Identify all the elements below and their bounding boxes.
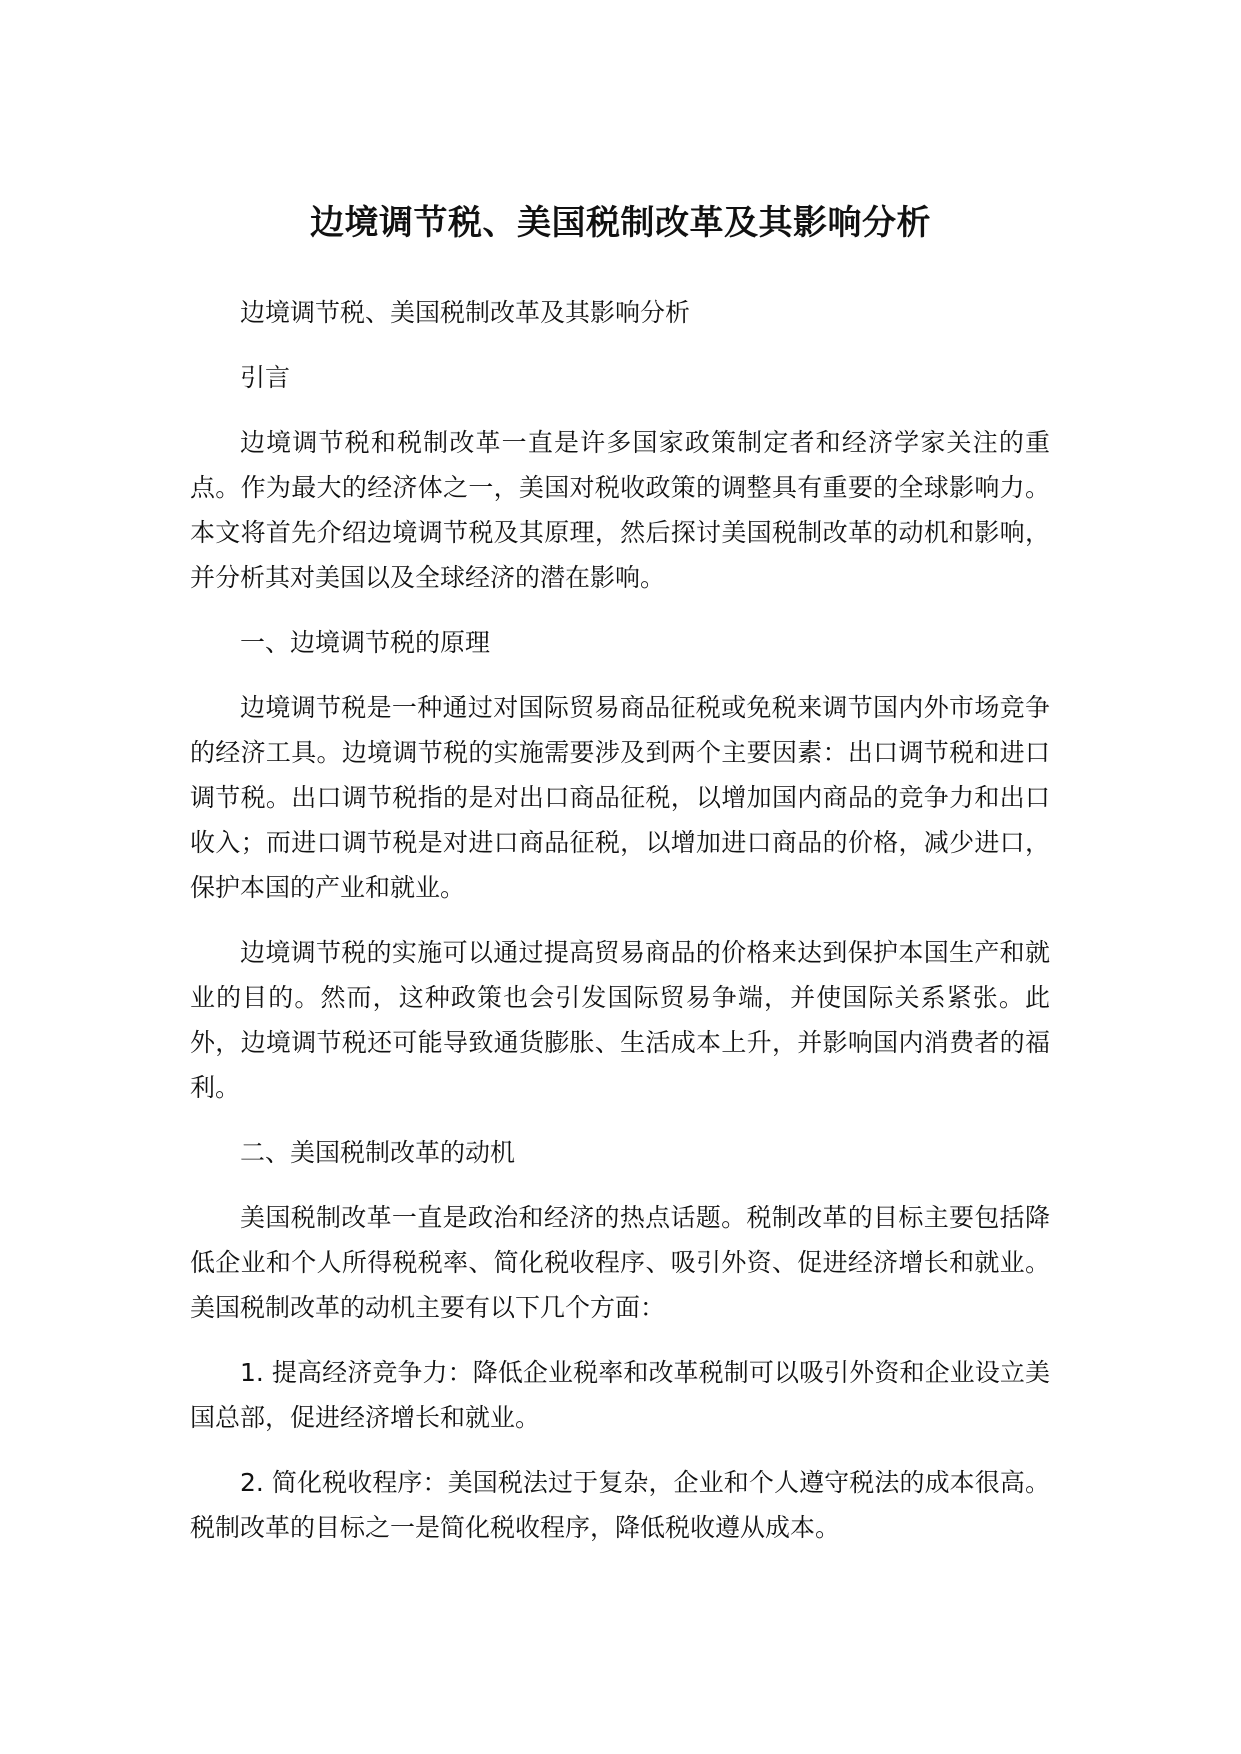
paragraph-heading-1: 一、边境调节税的原理 bbox=[240, 628, 491, 657]
document-body bbox=[190, 290, 1050, 1570]
document-title: 边境调节税、美国税制改革及其影响分析 bbox=[310, 202, 931, 243]
paragraph-principle-1: 边境调节税是一种通过对国际贸易商品征税或免税来调节国内外市场竞争的经济工具。边境调节税的实施需要涉及到两个主要因素：出口调节税和进口调节税。出口调节税指的是对出口商品征税，以增加国内商品的竞争力和出口收入；而进口调节税是对进口商品征税，以增加进口商品的价格，减少进口，保护本国的产业和就业。 bbox=[190, 693, 1050, 902]
paragraph-subtitle: 边境调节税、美国税制改革及其影响分析 bbox=[240, 298, 691, 327]
paragraph-point-1: 1. 提高经济竞争力：降低企业税率和改革税制可以吸引外资和企业设立美国总部，促进经济增长和就业。 bbox=[190, 1358, 1050, 1432]
paragraph-principle-2: 边境调节税的实施可以通过提高贸易商品的价格来达到保护本国生产和就业的目的。然而，这种政策也会引发国际贸易争端，并使国际关系紧张。此外，边境调节税还可能导致通货膨胀、生活成本上升，并影响国内消费者的福利。 bbox=[190, 938, 1050, 1102]
paragraph-point-2: 2. 简化税收程序：美国税法过于复杂，企业和个人遵守税法的成本很高。税制改革的目标之一是简化税收程序，降低税收遵从成本。 bbox=[190, 1468, 1050, 1542]
paragraph-heading-2: 二、美国税制改革的动机 bbox=[240, 1138, 516, 1167]
paragraph-heading-intro: 引言 bbox=[240, 363, 291, 392]
paragraph-intro: 边境调节税和税制改革一直是许多国家政策制定者和经济学家关注的重点。作为最大的经济体之一，美国对税收政策的调整具有重要的全球影响力。本文将首先介绍边境调节税及其原理，然后探讨美国税制改革的动机和影响，并分析其对美国以及全球经济的潜在影响。 bbox=[190, 428, 1050, 592]
paragraph-motivation: 美国税制改革一直是政治和经济的热点话题。税制改革的目标主要包括降低企业和个人所得税税率、简化税收程序、吸引外资、促进经济增长和就业。美国税制改革的动机主要有以下几个方面： bbox=[190, 1203, 1050, 1322]
